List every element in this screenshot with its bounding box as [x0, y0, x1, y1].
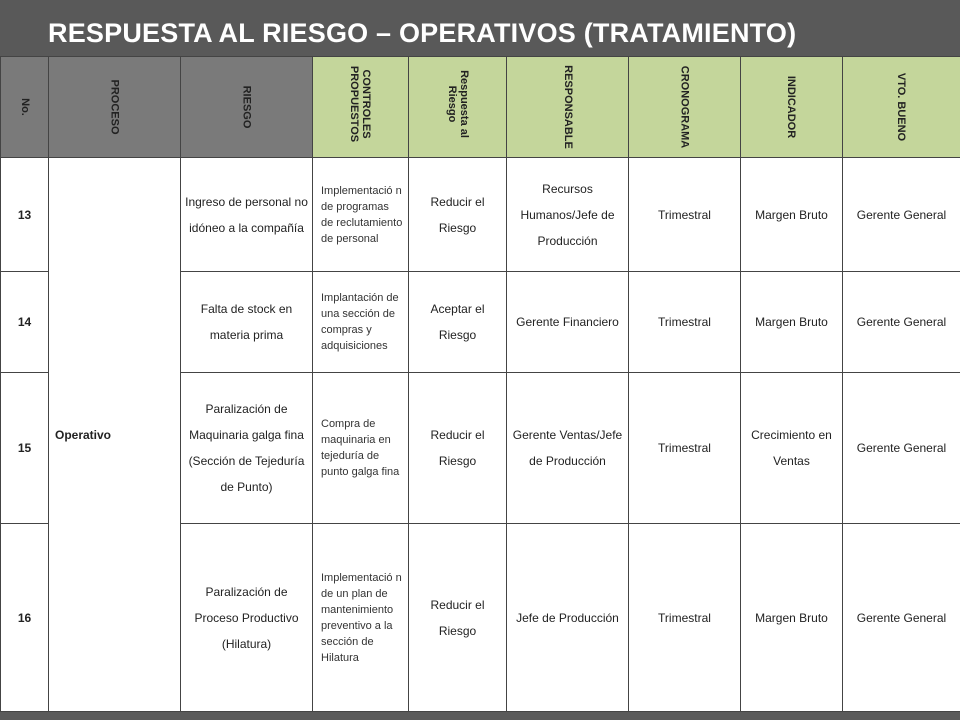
row-number: 16: [1, 524, 49, 712]
header-responsable: [507, 57, 629, 158]
header-cronograma: [629, 57, 741, 158]
risk-table-container: [0, 56, 960, 712]
response-cell: Reducir el Riesgo: [409, 524, 507, 712]
header-controles-line2: PROPUESTOS: [348, 65, 361, 142]
response-cell: Reducir el Riesgo: [409, 158, 507, 272]
header-indicador-label: INDICADOR: [785, 75, 798, 139]
header-cronograma-label: CRONOGRAMA: [678, 65, 691, 149]
header-controles: [313, 57, 409, 158]
header-respuesta-line2: Riesgo: [445, 85, 458, 122]
approval-cell: Gerente General: [843, 373, 960, 524]
header-controles-line1: CONTROLES: [360, 68, 373, 139]
indicator-cell: Margen Bruto: [741, 524, 843, 712]
indicator-cell: Margen Bruto: [741, 158, 843, 272]
row-number: 15: [1, 373, 49, 524]
risk-cell: Ingreso de personal no idóneo a la compañía: [181, 158, 313, 272]
risk-cell: Paralización de Proceso Productivo (Hilatura): [181, 524, 313, 712]
response-cell: Reducir el Riesgo: [409, 373, 507, 524]
header-respuesta-label: [446, 70, 470, 138]
row-number: 13: [1, 158, 49, 272]
responsible-cell: Jefe de Producción: [507, 524, 629, 712]
approval-cell: Gerente General: [843, 158, 960, 272]
header-responsable-label: RESPONSABLE: [561, 65, 574, 149]
header-riesgo-label: RIESGO: [240, 85, 253, 129]
header-controles-label: [349, 65, 373, 141]
row-number: 14: [1, 272, 49, 373]
responsible-cell: Gerente Financiero: [507, 272, 629, 373]
header-no-label: No.: [18, 98, 31, 116]
bottom-strip: [0, 712, 960, 720]
approval-cell: Gerente General: [843, 272, 960, 373]
response-cell: Aceptar el Riesgo: [409, 272, 507, 373]
risk-response-table: [0, 56, 960, 712]
schedule-cell: Trimestral: [629, 158, 741, 272]
process-cell: Operativo: [49, 158, 181, 712]
header-row: [1, 57, 960, 158]
schedule-cell: Trimestral: [629, 373, 741, 524]
schedule-cell: Trimestral: [629, 272, 741, 373]
header-proceso-label: PROCESO: [108, 79, 121, 135]
header-proceso: [49, 57, 181, 158]
header-indicador: [741, 57, 843, 158]
indicator-cell: Margen Bruto: [741, 272, 843, 373]
header-respuesta: [409, 57, 507, 158]
page-title: RESPUESTA AL RIESGO – OPERATIVOS (TRATAMIENTO): [48, 18, 797, 48]
controls-cell: Implementació n de un plan de mantenimiento preventivo a la sección de Hilatura: [313, 524, 409, 712]
controls-cell: Implementació n de programas de reclutamiento de personal: [313, 158, 409, 272]
responsible-cell: Gerente Ventas/Jefe de Producción: [507, 373, 629, 524]
header-no: [1, 57, 49, 158]
header-riesgo: [181, 57, 313, 158]
risk-cell: Paralización de Maquinaria galga fina (Sección de Tejeduría de Punto): [181, 373, 313, 524]
header-vto-bueno-label: VTO. BUENO: [895, 72, 908, 142]
header-vto-bueno: [843, 57, 960, 158]
approval-cell: Gerente General: [843, 524, 960, 712]
schedule-cell: Trimestral: [629, 524, 741, 712]
title-bar: [0, 0, 960, 56]
table-row: [1, 158, 960, 272]
responsible-cell: Recursos Humanos/Jefe de Producción: [507, 158, 629, 272]
controls-cell: Compra de maquinaria en tejeduría de punto galga fina: [313, 373, 409, 524]
controls-cell: Implantación de una sección de compras y adquisiciones: [313, 272, 409, 373]
indicator-cell: Crecimiento en Ventas: [741, 373, 843, 524]
header-respuesta-line1: Respuesta al: [457, 69, 470, 138]
risk-cell: Falta de stock en materia prima: [181, 272, 313, 373]
